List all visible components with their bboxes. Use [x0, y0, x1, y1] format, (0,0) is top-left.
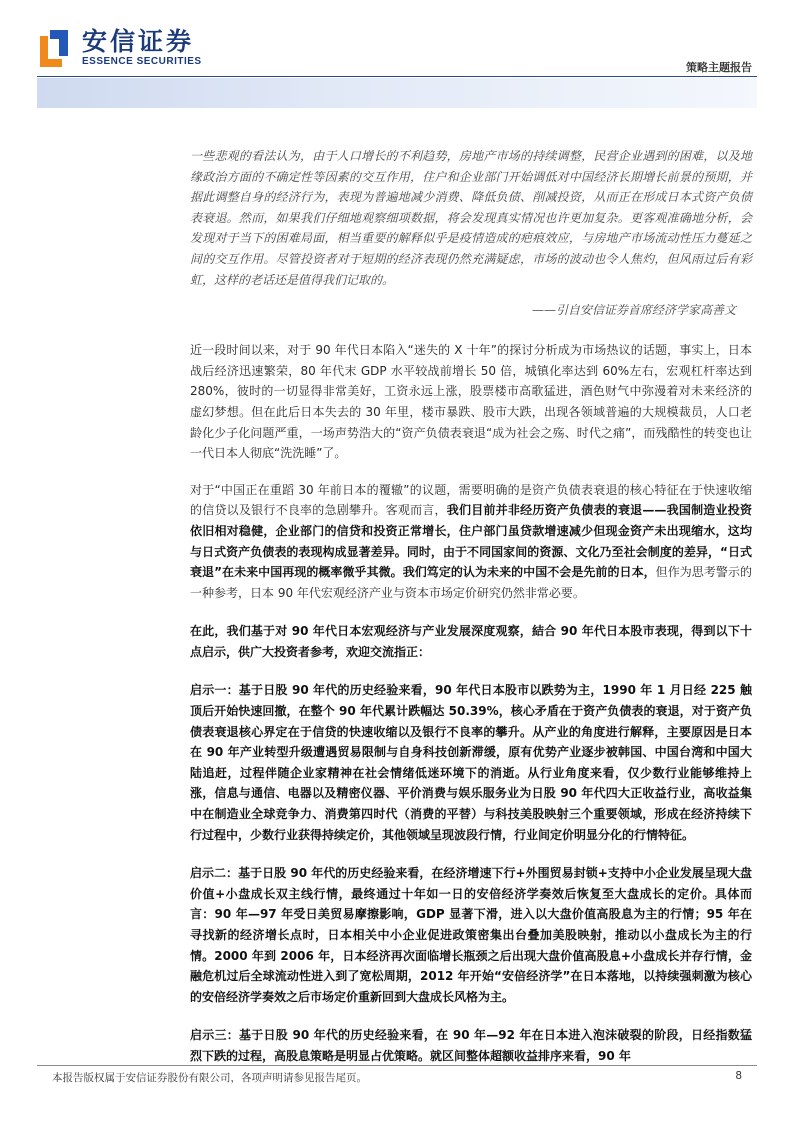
header-gradient-band [37, 78, 757, 108]
logo-english-name: ESSENCE SECURITIES [82, 56, 202, 67]
insight-three: 启示三：基于日股 90 年代的历史经验来看，在 90 年—92 年在日本进入泡沫破裂的阶段，日经指数猛烈下跌的过程，高股息策略是明显占优策略。就区间整体超额收益排序来看，90 年 [190, 1028, 752, 1063]
paragraph-balance-sheet [190, 480, 752, 604]
paragraph-intro: 近一段时间以来，对于 90 年代日本陷入“迷失的 X 十年”的探讨分析成为市场热议的话题，事实上，日本战后经济迅速繁荣，80 年代末 GDP 水平较战前增长 50 倍，城镇化率达到 60%左右，宏观杠杆率达到 280%，彼时的一切显得非常美好，工资永远上涨，股票楼市高歌猛进，酒色财气中弥漫着对未来经济的虚幻梦想。但在此后日本失去的 30 年里，楼市暴跌、股市大跌，出现各领域普遍的大规模裁员，人口老龄化少子化问题严重，一场声势浩大的“资产负债表衰退“成为社会之殇、时代之痛”，而残酷性的转变也让一代日本人彻底“洗洗睡”了。 [190, 343, 752, 461]
main-content [190, 146, 752, 1067]
quote-text: 一些悲观的看法认为，由于人口增长的不利趋势，房地产市场的持续调整，民营企业遇到的困难，以及地缘政治方面的不确定性等因素的交互作用，住户和企业部门开始调低对中国经济长期增长前景的预期，并据此调整自身的经济行为，表现为普遍地减少消费、降低负债、削减投资，从而正在形成日本式资产负债表衰退。然而，如果我们仔细地观察细项数据，将会发现真实情况也许更加复杂。更客观准确地分析，会发现对于当下的困难局面，相当重要的解释似乎是疫情造成的疤痕效应，与房地产市场流动性压力蔓延之间的交互作用。尽管投资者对于短期的经济表现仍然充满疑虑，市场的波动也令人焦灼，但风雨过后有彩虹，这样的老话还是值得我们记取的。 [190, 149, 752, 287]
insight-one: 启示一：基于日股 90 年代的历史经验来看，90 年代日本股市以跌势为主，1990 年 1 月日经 225 触顶后开始快速回撤，在整个 90 年代累计跌幅达 50.39%，核心矛盾在于资产负债表的衰退，对于资产负债表衰退核心界定在于信贷的快速收缩以及银行不良率的攀升。从产业的角度进行解释，主要原因是日本在 90 年产业转型升级遭遇贸易限制与自身科技创新滞缓，原有优势产业逐步被韩国、中国台湾和中国大陆追赶，过程伴随企业家精神在社会情绪低迷环境下的消逝。从行业角度来看，仅少数行业能够维持上涨，信息与通信、电器以及精密仪器、平价消费与娱乐服务业为日股 90 年代四大正收益行业，高收益集中在制造业全球竞争力、消费第四时代（消费的平替）与科技美股映射三个重要领域，形成在经济持续下行过程中，少数行业获得持续定价，其他领域呈现波段行情，行业间定价明显分化的行情特征。 [190, 683, 752, 842]
logo-chinese-name: 安信证券 [82, 27, 195, 56]
page-number: 8 [735, 1070, 742, 1082]
essence-logo-icon [37, 26, 71, 70]
page-header [0, 0, 794, 110]
header-divider [37, 76, 757, 77]
footer-divider [37, 1065, 757, 1066]
paragraph-balance-sheet-lead: 对于“中国正在重蹈 30 年前日本的覆辙”的议题，需要明确的是资产负债表衰退的核心特征在于快速收缩的信贷以及银行不良率的急剧攀升。客观而言， [190, 482, 752, 518]
quote-attribution: ——引自安信证券首席经济学家高善文 [531, 303, 736, 318]
paragraph-balance-sheet-tail: 但作为思考警示的一种参考，日本 90 年代宏观经济产业与资本市场定价研究仍然非常必要。 [190, 565, 752, 600]
paragraph-balance-sheet-emphasis: 我们目前并非经历资产负债表的衰退——我国制造业投资依旧相对稳健，企业部门的信贷和投资正常增长，住户部门虽贷款增速减少但现金资产未出现缩水，这均与日式资产负债表的表现构成显著差异。同时，由于不同国家间的资源、文化乃至社会制度的差异，“日式衰退”在未来中国再现的概率微乎其微。我们笃定的认为未来的中国不会是先前的日本， [190, 503, 752, 580]
insight-two: 启示二：基于日股 90 年代的历史经验来看，在经济增速下行+外围贸易封锁+支持中小企业发展呈现大盘价值+小盘成长双主线行情，最终通过十年如一日的安倍经济学奏效后恢复至大盘成长的定价。具体而言：90 年—97 年受日美贸易摩擦影响，GDP 显著下滑，进入以大盘价值高股息为主的行情；95 年在寻找新的经济增长点时，日本相关中小企业促进政策密集出台叠加美股映射，推动以小盘成长为主的行情。2000 年到 2006 年，日本经济再次面临增长瓶颈之后出现大盘价值高股息+小盘成长并存行情，金融危机过后全球流动性进入到了宽松周期，2012 年开始“安倍经济学”在日本落地，以持续强刺激为核心的安倍经济学奏效之后市场定价重新回到大盘成长风格为主。 [190, 866, 752, 1004]
paragraph-ten-insights-intro: 在此，我们基于对 90 年代日本宏观经济与产业发展深度观察，結合 90 年代日本股市表现，得到以下十点启示，供广大投资者参考，欢迎交流指正： [190, 624, 752, 659]
footer-disclaimer: 本报告版权属于安信证券股份有限公司，各项声明请参见报告尾页。 [52, 1072, 367, 1084]
report-type-label: 策略主题报告 [686, 61, 752, 74]
